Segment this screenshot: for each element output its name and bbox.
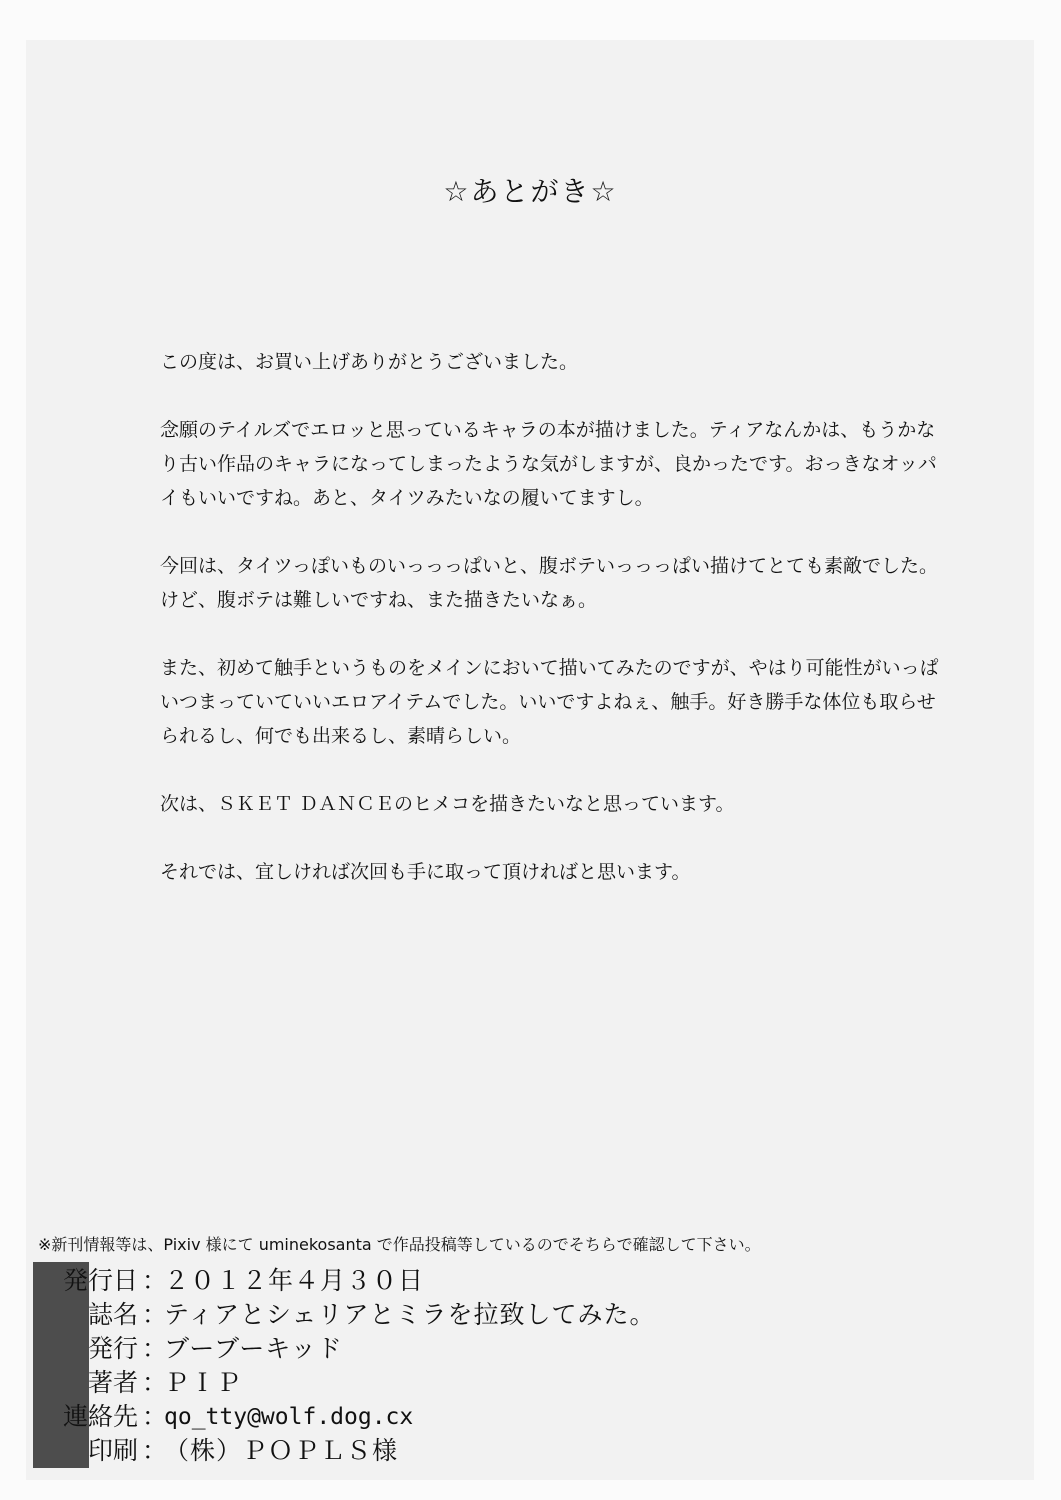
publisher-name: ブーブーキッド	[164, 1334, 343, 1363]
colophon-row-date	[40, 1264, 656, 1298]
colophon-label: 発行	[87, 1334, 138, 1363]
book-title: ティアとシェリアとミラを拉致してみた。	[164, 1300, 656, 1329]
new-release-notice: ※新刊情報等は、Pixiv 様にて uminekosanta で作品投稿等しているのでそちらで確認して下さい。	[38, 1235, 761, 1254]
colophon-separator: ：	[142, 1368, 168, 1397]
paragraph: それでは、宜しければ次回も手に取って頂ければと思います。	[160, 861, 691, 883]
colophon-separator: ：	[142, 1300, 168, 1329]
colophon-row-printer	[40, 1434, 656, 1468]
colophon-row-author	[40, 1366, 656, 1400]
afterword-body	[160, 345, 950, 923]
colophon-separator: ：	[142, 1266, 168, 1295]
colophon-row-publisher	[40, 1332, 656, 1366]
colophon-label: 著者	[87, 1368, 138, 1397]
publish-date: ２０１２年４月３０日	[164, 1266, 425, 1295]
colophon	[40, 1264, 656, 1468]
colophon-label: 印刷	[87, 1436, 138, 1465]
colophon-separator: ：	[142, 1436, 168, 1465]
paragraph: また、初めて触手というものをメインにおいて描いてみたのですが、やはり可能性がいっぱいつまっていていいエロアイテムでした。いいですよねぇ、触手。好き勝手な体位も取らせられるし、何でも出来るし、素晴らしい。	[160, 657, 939, 747]
paragraph: 今回は、タイツっぽいものいっっっぱいと、腹ボテいっっっぱい描けてとても素敵でした。けど、腹ボテは難しいですね、また描きたいなぁ。	[160, 555, 939, 611]
colophon-row-contact	[40, 1400, 656, 1434]
colophon-separator: ：	[142, 1334, 168, 1363]
afterword-title: ☆あとがき☆	[443, 175, 618, 208]
colophon-label: 連絡先	[62, 1402, 138, 1431]
colophon-label: 誌名	[87, 1300, 138, 1329]
colophon-label: 発行日	[62, 1266, 138, 1295]
printer-name: （株）ＰＯＰＬＳ様	[164, 1436, 399, 1465]
contact-email: qo_tty@wolf.dog.cx	[164, 1404, 414, 1430]
paragraph: 念願のテイルズでエロッと思っているキャラの本が描けました。ティアなんかは、もうかなり古い作品のキャラになってしまったような気がしますが、良かったです。おっきなオッパイもいいですね。あと、タイツみたいなの履いてますし。	[160, 419, 937, 509]
colophon-row-title	[40, 1298, 656, 1332]
author-name: ＰＩＰ	[164, 1368, 243, 1397]
colophon-separator: ：	[142, 1402, 168, 1431]
paragraph: この度は、お買い上げありがとうございました。	[160, 351, 579, 373]
paragraph: 次は、ＳＫＥＴ ＤＡＮＣＥのヒメコを描きたいなと思っています。	[160, 793, 735, 815]
